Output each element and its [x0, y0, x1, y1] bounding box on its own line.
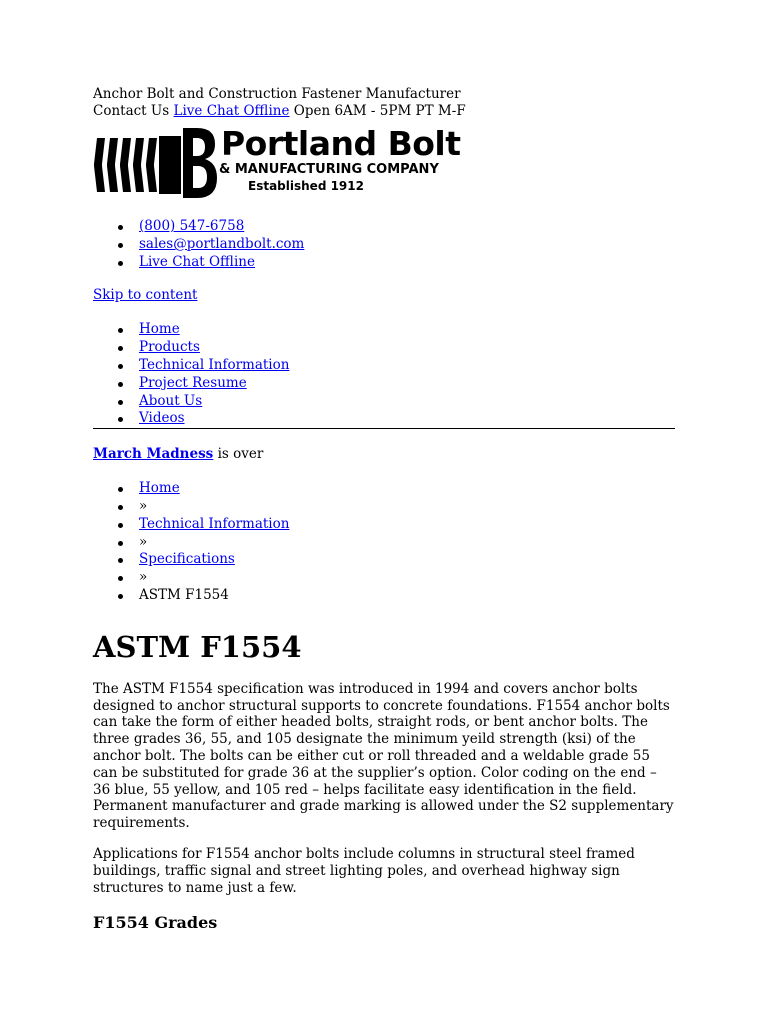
nav-link-products[interactable]: Products: [139, 339, 200, 356]
hours-text: Open 6AM - 5PM PT M-F: [293, 103, 466, 119]
breadcrumb-separator: »: [139, 498, 675, 516]
nav-item-technical-information: [139, 357, 675, 375]
breadcrumb: [93, 480, 675, 605]
nav-link-home[interactable]: Home: [139, 321, 180, 338]
breadcrumb-home-link[interactable]: Home: [139, 480, 180, 497]
breadcrumb-specifications-link[interactable]: Specifications: [139, 551, 235, 568]
list-item: [139, 218, 675, 236]
promo-banner: [93, 446, 675, 463]
breadcrumb-technical-information-link[interactable]: Technical Information: [139, 515, 290, 532]
article-paragraph-intro: The ASTM F1554 specification was introduced in 1994 and covers anchor bolts designed to anchor structural supports to concrete foundations. F1554 anchor bolts can take the form of either headed bolts, straight rods, or bent anchor bolts. The three grades 36, 55, and 105 designate the minimum yeild strength (ksi) of the anchor bolt. The bolts can be either cut or roll threaded and a weldable grade 55 can be substituted for grade 36 at the supplier’s option. Color coding on the end – 36 blue, 55 yellow, and 105 red – helps facilitate easy identification in the field. Permanent manufacturer and grade marking is allowed under the S2 supplementary requirements.: [93, 680, 674, 832]
logo-name: Portland Bolt: [221, 124, 461, 163]
promo-link[interactable]: March Madness: [93, 446, 214, 463]
nav-item-videos: [139, 410, 675, 428]
nav-link-about-us[interactable]: About Us: [139, 392, 203, 409]
main-content: [93, 86, 675, 934]
contact-list: [93, 218, 675, 271]
email-link[interactable]: sales@portlandbolt.com: [139, 235, 305, 252]
breadcrumb-separator: »: [139, 569, 675, 587]
skip-to-content: [93, 287, 675, 304]
nav-link-videos[interactable]: Videos: [139, 410, 185, 427]
company-logo[interactable]: [93, 126, 675, 212]
promo-text: is over: [213, 446, 264, 463]
logo-established: Established 1912: [248, 179, 364, 193]
nav-item-products: [139, 339, 675, 357]
breadcrumb-separator: »: [139, 534, 675, 552]
nav-link-project-resume[interactable]: Project Resume: [139, 374, 247, 391]
article-paragraph-applications: Applications for F1554 anchor bolts include columns in structural steel framed buildings, traffic signal and street lighting poles, and overhead highway sign structures to name just a few.: [93, 845, 635, 896]
skip-to-content-link[interactable]: Skip to content: [93, 287, 198, 304]
breadcrumb-item: [139, 551, 675, 569]
nav-item-home: [139, 321, 675, 339]
nav-item-project-resume: [139, 375, 675, 393]
main-nav: [93, 321, 675, 428]
live-chat-link[interactable]: Live Chat Offline: [173, 103, 290, 119]
nav-item-about-us: [139, 393, 675, 411]
section-heading-grades: F1554 Grades: [93, 913, 218, 933]
logo-subline: & MANUFACTURING COMPANY: [219, 162, 439, 177]
breadcrumb-item: [139, 516, 675, 534]
live-chat-list-link[interactable]: Live Chat Offline: [139, 253, 255, 270]
breadcrumb-item: [139, 480, 675, 498]
site-tagline: Anchor Bolt and Construction Fastener Manufacturer: [93, 86, 461, 102]
contact-us-label: Contact Us: [93, 103, 170, 119]
phone-link[interactable]: (800) 547-6758: [139, 218, 245, 234]
breadcrumb-current: ASTM F1554: [139, 587, 675, 605]
contact-bar: [93, 103, 675, 120]
list-item: [139, 236, 675, 254]
list-item: [139, 254, 675, 272]
nav-divider: [93, 428, 675, 429]
page-title: ASTM F1554: [93, 629, 302, 664]
nav-link-technical-information[interactable]: Technical Information: [139, 356, 290, 373]
